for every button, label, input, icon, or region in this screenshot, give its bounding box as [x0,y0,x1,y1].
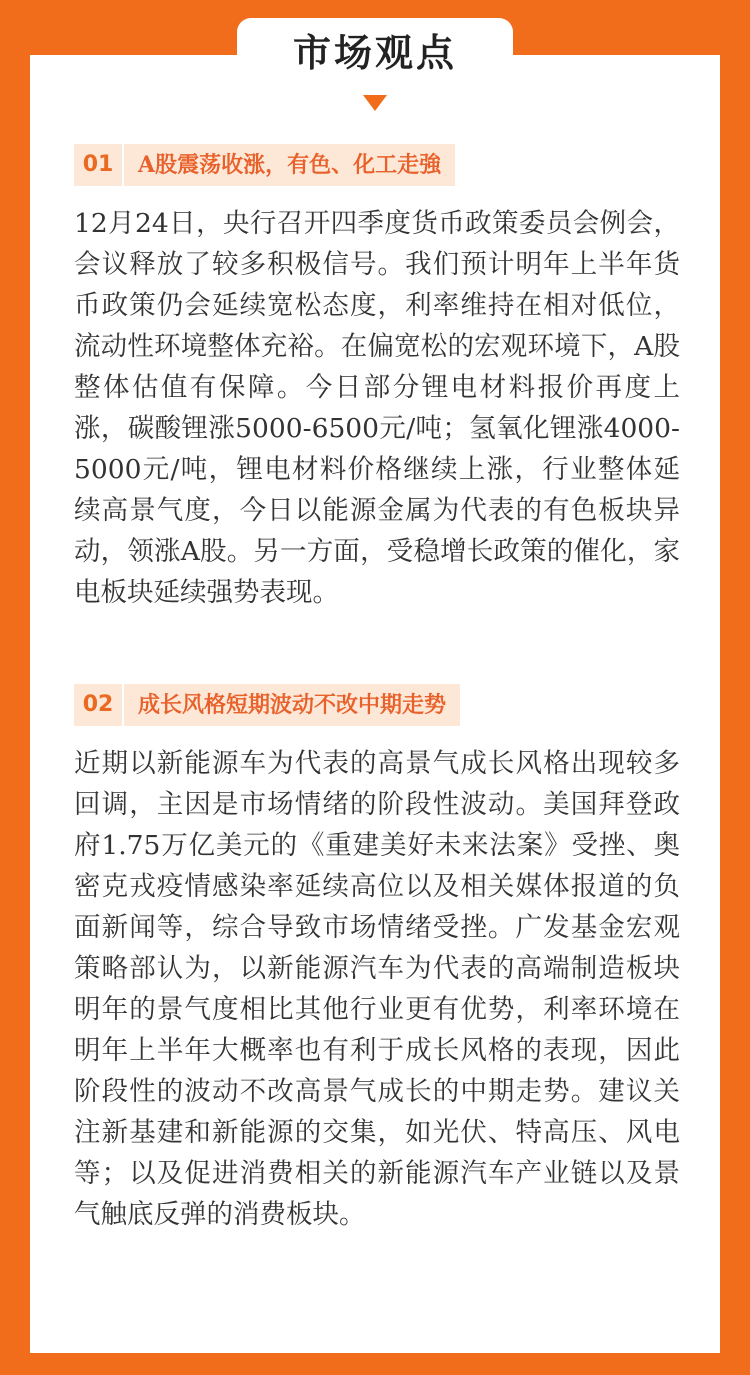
section-1-number: 01 [82,152,114,177]
section-1-heading-box [124,144,455,186]
section-2-heading-box [124,684,460,726]
page-title: 市场观点 [292,31,457,75]
section-1-heading: A股震荡收涨，有色、化工走強 [138,152,442,178]
section-1-body: 12月24日，央行召开四季度货币政策委员会例会，会议释放了较多积极信号。我们预计明年上半年货币政策仍会延续宽松态度，利率维持在相对低位，流动性环境整体充裕。在偏宽松的宏观环境下，A股整体估值有保障。今日部分锂电材料报价再度上涨，碳酸锂涨5000-6500元/吨；氢氧化锂涨4000-5000元/吨，锂电材料价格继续上涨，行业整体延续高景气度，今日以能源金属为代表的有色板块异动，领涨A股。另一方面，受稳增长政策的催化，家电板块延续强势表现。 [74,208,680,608]
section-2-number: 02 [82,692,114,717]
title-down-arrow-icon [363,95,387,111]
section-2-number-box [74,684,122,726]
section-2-body: 近期以新能源车为代表的高景气成长风格出现较多回调，主因是市场情绪的阶段性波动。美国拜登政府1.75万亿美元的《重建美好未来法案》受挫、奥密克戎疫情感染率延续高位以及相关媒体报道的负面新闻等，综合导致市场情绪受挫。广发基金宏观策略部认为，以新能源汽车为代表的高端制造板块明年的景气度相比其他行业更有优势，利率环境在明年上半年大概率也有利于成长风格的表现，因此阶段性的波动不改高景气成长的中期走势。建议关注新基建和新能源的交集，如光伏、特高压、风电等；以及促进消费相关的新能源汽车产业链以及景气触底反弹的消费板块。 [74,748,680,1230]
section-2-heading: 成长风格短期波动不改中期走势 [138,692,447,718]
section-1-number-box [74,144,122,186]
